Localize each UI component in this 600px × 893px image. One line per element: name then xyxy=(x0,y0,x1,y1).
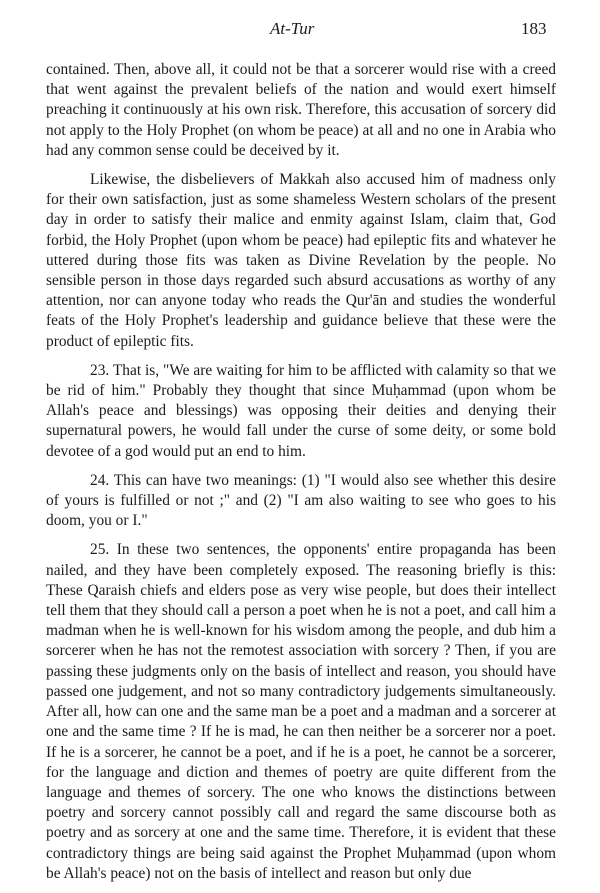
running-title: At-Tur xyxy=(270,19,315,38)
page-number: 183 xyxy=(521,19,547,38)
note-24: 24. This can have two meanings: (1) "I would also see whether this desire of yours is fulfilled or not ;" and (2) "I am also waiting to see who goes to his doom, you or I." xyxy=(46,471,556,530)
note-25: 25. In these two sentences, the opponents' entire propaganda has been nailed, and they have been completely exposed. The reasoning briefly is this: These Qaraish chiefs and elders pose as very wise people, but does their intellect tell them that they should call a person a poet when he is not a poet, and call him a madman when he is well-known for his wisdom among the people, and dub him a sorcerer when he has not the remotest association with sorcery ? Then, if you are passing these judgments only on the basis of intellect and reason, you should have passed one judgement, and not so many contradictory judgements simultaneously. After all, how can one and the same man be a poet and a madman and a sorcerer at one and the same time ? If he is mad, he can then neither be a sorcerer nor a poet. If he is a sorcerer, he cannot be a poet, and if he is a poet, he cannot be a sorcerer, for the language and diction and themes of poetry are quite different from the language and themes of sorcery. The one who knows the distinctions between poetry and sorcery cannot possibly call and regard the same discourse both as poetry and as sorcery at one and the same time. Therefore, it is evident that these contradictory things are being said against the Prophet Muḥammad (upon whom be Allah's peace) not on the basis of intellect and reason but only due xyxy=(46,541,556,882)
paragraph-madness-accusation: Likewise, the disbelievers of Makkah also accused him of madness only for their own satisfaction, just as some shameless Western scholars of the present day in order to satisfy their malice and enmity against Islam, claim that, God forbid, the Holy Prophet (upon whom be peace) had epileptic fits and whatever he uttered during those fits was taken as Divine Revelation by the people. No sensible person in those days regarded such absurd accusations as worthy of any attention, nor can anyone today who reads the Qur'ān and studies the wonderful feats of the Holy Prophet's leadership and guidance believe that these were the product of epileptic fits. xyxy=(46,171,556,350)
page-header xyxy=(0,19,600,43)
body-text xyxy=(46,60,556,893)
note-23: 23. That is, "We are waiting for him to be afflicted with calamity so that we be rid of him." Probably they thought that since Muḥammad (upon whom be Allah's peace and blessings) was opposing their deities and denying their supernatural powers, he would fall under the curse of some deity, or some bold devotee of a god would put an end to him. xyxy=(46,361,556,460)
paragraph-continued: contained. Then, above all, it could not be that a sorcerer would rise with a creed that went against the prevalent beliefs of the nation and would exert himself preaching it continuously at his own risk. Therefore, this accusation of sorcery did not apply to the Holy Prophet (on whom be peace) at all and no one in Arabia who had any common sense could be deceived by it. xyxy=(46,61,556,159)
